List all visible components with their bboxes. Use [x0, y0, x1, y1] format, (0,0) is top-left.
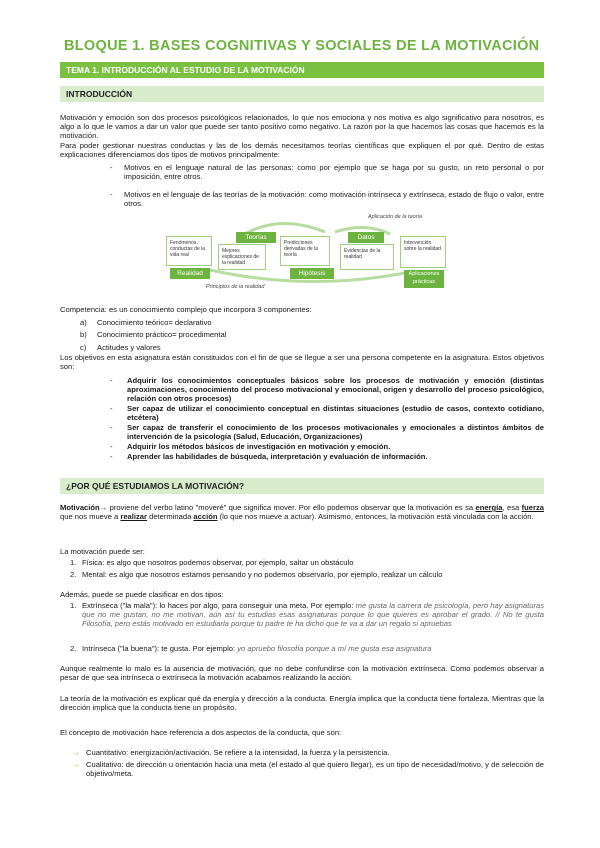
aspecto-item	[86, 760, 544, 778]
extrinseca-item	[82, 601, 544, 628]
intro-paragraph-2: Para poder gestionar nuestras conductas y las de los demás necesitamos teorías científicas que expliquen el por qué. Dentro de estas explicaciones diferenciamos dos tipos de motivos principalmente:	[60, 141, 544, 159]
tipo-number: 2.	[70, 570, 77, 579]
objetivo-item: Adquirir los conocimientos conceptuales básicos sobre los procesos de motivación y emoción (distintas aproximaciones, conocimiento del proceso motivacional y emocional, origen y desarrollo del proceso psicológico, relación con otros procesos)	[127, 376, 544, 403]
extrinseca-example: me gusta la carrera de psicología, pero hay asignaturas que no me gustan, no me motivan, aún así tu estudias esas asignaturas porque lo que quieres es aprobar el grado. // No te gusta Filosofía, pero estás motivado en estudiarla porque tu padre te ha dicho que te va a dar un regalo si apruebas	[82, 601, 545, 628]
definition-text: determinada	[146, 512, 194, 521]
definition-text: , esa	[502, 503, 522, 512]
objetivo-item: Adquirir los métodos básicos de investigación en motivación y emoción.	[127, 442, 391, 451]
arrow-icon: →	[72, 760, 80, 769]
realidad-box: Fenómenos, conductas de la vida real	[166, 236, 212, 266]
componente-text: Conocimiento teórico= declarativo	[97, 318, 212, 327]
extrinseca-label: Extrínseca ("la mala"): lo haces por algo, para conseguir una meta. Por ejemplo:	[82, 601, 354, 610]
aspecto-label: Cuantitativo:	[86, 748, 129, 757]
dash-bullet: -	[110, 163, 113, 172]
aspecto-item	[86, 748, 544, 757]
teorias-label: Teorías	[236, 232, 276, 243]
arrow-icon: →	[99, 503, 108, 512]
objetivo-item: Ser capaz de utilizar el conocimiento conceptual en distintas situaciones (estudio de casos, contexto cotidiano, etcétera)	[127, 404, 544, 422]
intrinseca-label: Intrínseca ("la buena"): te gusta. Por ejemplo:	[82, 644, 236, 653]
diagram-note-bottom: Principios de la realidad	[206, 284, 265, 290]
dash-bullet: -	[110, 442, 113, 451]
intro-heading: INTRODUCCIÓN	[60, 86, 544, 102]
hipotesis-box: Predicciones derivadas de la teoría	[280, 236, 330, 266]
motivacion-definition	[60, 503, 544, 521]
arrow-icon: →	[72, 748, 80, 757]
definition-text: que nos mueve a	[60, 512, 121, 521]
keyword-energia: energía	[475, 503, 503, 512]
keyword-fuerza: fuerza	[521, 503, 544, 512]
aspecto-text: de dirección u orientación hacia una meta (el estado al que quiero llegar), es un tipo de necesidad/motivo, y de selección de objetivo/meta.	[86, 760, 544, 778]
componente-letter: b)	[80, 330, 87, 339]
dash-bullet: -	[110, 452, 113, 461]
intrinseca-item	[82, 644, 544, 653]
keyword-realizar: realizar	[120, 512, 147, 521]
componente-text: Conocimiento práctico= procedimental	[97, 330, 227, 339]
componente-letter: a)	[80, 318, 87, 327]
diagram-note-top: Aplicación de la teoría	[368, 214, 423, 220]
teoria-paragraph: La teoría de la motivación es explicar qué da energía y dirección a la conducta. Energía implica que la conducta tiene fortaleza. Mientras que la dirección implica que la conducta tiene un propósito.	[60, 694, 544, 712]
componente-text: Actitudes y valores	[97, 343, 161, 352]
aplicacion-label: Aplicaciones prácticas	[404, 270, 444, 288]
intrinseca-example: yo apruebo filosofía porque a mí me gusta esa asignatura	[235, 644, 432, 653]
keyword-accion: acción	[193, 512, 218, 521]
componente-letter: c)	[80, 343, 87, 352]
realidad-label: Realidad	[170, 268, 210, 279]
concepto-paragraph: El concepto de motivación hace referencia a dos aspectos de la conducta, que son:	[60, 728, 342, 737]
intro-paragraph-1: Motivación y emoción son dos procesos psicológicos relacionados, lo que nos emociona y nos motiva es algo significativo para nosotros, es algo a lo que le vamos a dar un valor que puede ser tanto positivo como negativo. La razón por la que hacemos las cosas que hacemos es la motivación.	[60, 113, 544, 140]
page-title: BLOQUE 1. BASES COGNITIVAS Y SOCIALES DE LA MOTIVACIÓN	[64, 38, 540, 54]
tipo-text: Física: es algo que nosotros podemos observar, por ejemplo, saltar un obstáculo	[82, 558, 354, 567]
dash-bullet: -	[110, 423, 113, 432]
dash-bullet: -	[110, 190, 113, 199]
clase-number: 1.	[70, 601, 77, 610]
objetivo-item: Aprender las habilidades de búsqueda, interpretación y evaluación de información.	[127, 452, 428, 461]
competencia-intro: Competencia: es un conocimiento complejo que incorpora 3 componentes:	[60, 305, 312, 314]
puede-ser: La motivación puede ser:	[60, 547, 145, 556]
motivo-item: Motivos en el lenguaje de las teorías de la motivación: como motivación intrínseca y extrínseca, estado de flujo o valor, entre otros.	[124, 190, 544, 208]
porque-heading: ¿POR QUÉ ESTUDIAMOS LA MOTIVACIÓN?	[60, 478, 544, 494]
aplicacion-box: Intervención sobre la realidad	[400, 236, 446, 268]
datos-label: Datos	[348, 232, 384, 243]
definition-text: (lo que nos mueve a actuar). Asimismo, entonces, la motivación está vinculada con la acción.	[217, 512, 534, 521]
datos-box: Evidencias de la realidad	[340, 244, 394, 270]
clase-number: 2.	[70, 644, 77, 653]
motivo-item: Motivos en el lenguaje natural de las personas: como por ejemplo que se haga por su gusto, un reto personal o por imposición, entre otros.	[124, 163, 544, 181]
motivacion-word: Motivación	[60, 503, 100, 512]
objetivos-intro: Los objetivos en esta asignatura están constituidos con el fin de que se llegue a ser una persona competente en la asignatura. Estos objetivos son:	[60, 353, 544, 371]
objetivo-item: Ser capaz de transferir el conocimiento de los procesos motivacionales y emocionales a distintos ámbitos de intervención de la psicología (Salud, Educación, Organizaciones)	[127, 423, 544, 441]
dash-bullet: -	[110, 404, 113, 413]
teorias-box: Mejores explicaciones de la realidad	[218, 244, 266, 270]
tipo-number: 1.	[70, 558, 77, 567]
hipotesis-label: Hipótesis	[290, 268, 334, 279]
aspecto-text: energización/activación. Se refiere a la intensidad, la fuerza y la persistencia.	[128, 748, 390, 757]
ademas: Además, puede se puede clasificar en dos tipos:	[60, 590, 224, 599]
aspecto-label: Cualitativo:	[86, 760, 124, 769]
dash-bullet: -	[110, 376, 113, 385]
aunque-paragraph: Aunque realmente lo malo es la ausencia de motivación, que no debe confundirse con la motivación extrínseca. Como podemos observar a pesar de que sea intrínseca o extrínseca la motivación acabamos realizando la acción.	[60, 664, 544, 682]
tema-heading: TEMA 1. INTRODUCCIÓN AL ESTUDIO DE LA MOTIVACIÓN	[60, 62, 544, 78]
definition-text: proviene del verbo latino "moveré" que significa mover. Por ello podemos observar que la motivación es sa	[107, 503, 476, 512]
tipo-text: Mental: es algo que nosotros estamos pensando y no podemos observarlo, por ejemplo, realizar un cálculo	[82, 570, 443, 579]
